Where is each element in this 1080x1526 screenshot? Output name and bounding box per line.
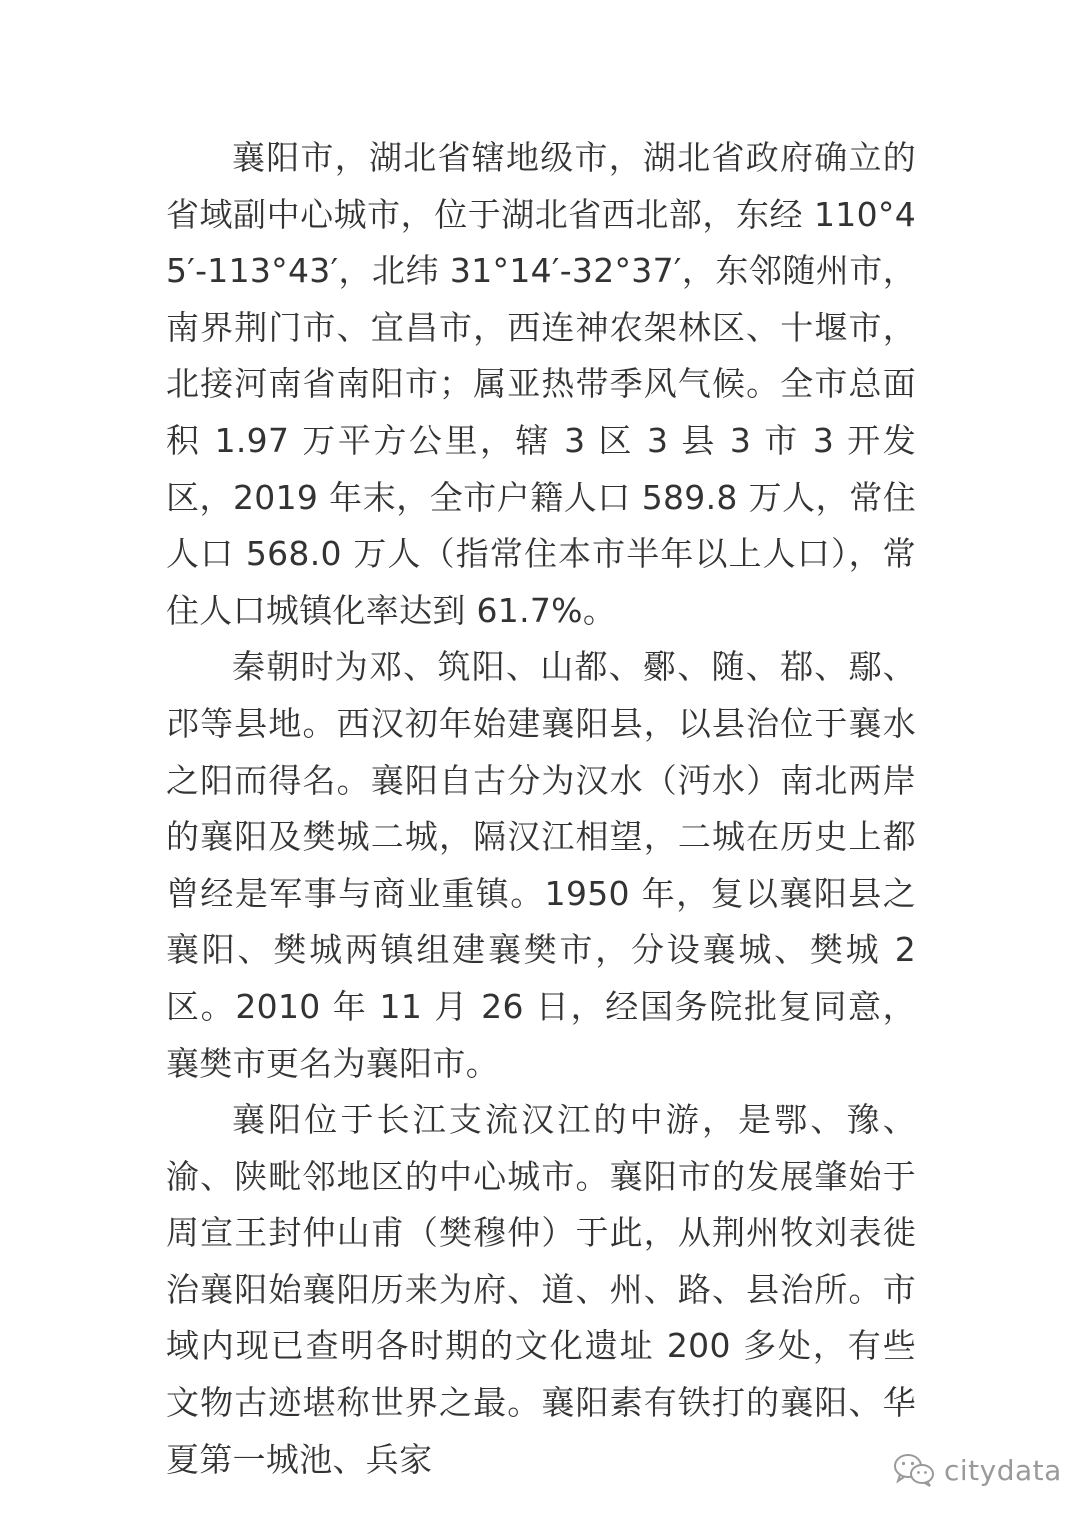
wechat-icon xyxy=(892,1452,936,1488)
watermark-text: citydata xyxy=(944,1453,1062,1487)
article-body xyxy=(166,130,916,1488)
paragraph-1: 襄阳市，湖北省辖地级市，湖北省政府确立的省域副中心城市，位于湖北省西北部，东经 110°45′-113°43′，北纬 31°14′-32°37′，东邻随州市，南界荆门市、宜昌市，西连神农架林区、十堰市，北接河南省南阳市；属亚热带季风气候。全市总面积 1.97 万平方公里，辖 3 区 3 县 3 市 3 开发区，2019 年末，全市户籍人口 589.8 万人，常住人口 568.0 万人（指常住本市半年以上人口），常住人口城镇化率达到 61.7%。 xyxy=(166,138,916,630)
paragraph-3: 襄阳位于长江支流汉江的中游，是鄂、豫、渝、陕毗邻地区的中心城市。襄阳市的发展肇始于周宣王封仲山甫（樊穆仲）于此，从荆州牧刘表徙治襄阳始襄阳历来为府、道、州、路、县治所。市域内现已查明各时期的文化遗址 200 多处，有些文物古迹堪称世界之最。襄阳素有铁打的襄阳、华夏第一城池、兵家 xyxy=(166,1100,916,1479)
watermark xyxy=(892,1452,1062,1488)
paragraph-2: 秦朝时为邓、筑阳、山都、鄾、随、鄀、鄢、邔等县地。西汉初年始建襄阳县，以县治位于襄水之阳而得名。襄阳自古分为汉水（沔水）南北两岸的襄阳及樊城二城，隔汉江相望，二城在历史上都曾经是军事与商业重镇。1950 年，复以襄阳县之襄阳、樊城两镇组建襄樊市，分设襄城、樊城 2 区。2010 年 11 月 26 日，经国务院批复同意，襄樊市更名为襄阳市。 xyxy=(166,647,916,1083)
